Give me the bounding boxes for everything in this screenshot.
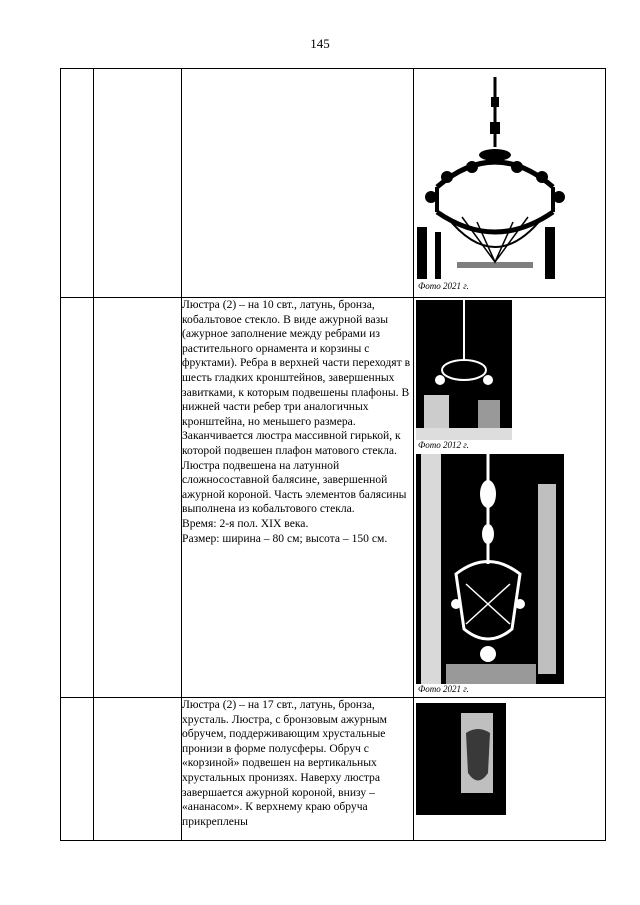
photo-caption: Фото 2012 г. xyxy=(418,440,469,450)
table-row xyxy=(61,298,606,698)
photo-cell xyxy=(414,298,606,698)
index-cell xyxy=(61,298,94,698)
photo-caption: Фото 2021 г. xyxy=(418,281,469,291)
photo-cell xyxy=(414,698,606,841)
chandelier-photo xyxy=(416,703,506,815)
index-cell xyxy=(61,69,94,298)
photo-cell xyxy=(414,69,606,298)
chandelier-photo xyxy=(416,454,564,684)
description-cell xyxy=(182,698,414,841)
table-row xyxy=(61,698,606,841)
chandelier-photo xyxy=(416,300,512,440)
catalog-table xyxy=(60,68,606,841)
name-cell xyxy=(94,69,182,298)
index-cell xyxy=(61,698,94,841)
description-cell xyxy=(182,69,414,298)
name-cell xyxy=(94,698,182,841)
description-text: Люстра (2) – на 17 свт., латунь, бронза, хрусталь. Люстра, с бронзовым ажурным обручем, поддерживающим хрустальные пронизи в форме полусферы. Обруч с «корзиной» подвешен на вертикальных хрустальных пронизях. Наверху люстра завершается ажурной короной, внизу – «ананасом». К верхнему краю обруча прикреплены xyxy=(182,698,387,828)
photo-caption: Фото 2021 г. xyxy=(418,684,469,694)
size-text: Размер: ширина – 80 см; высота – 150 см. xyxy=(182,531,388,545)
name-cell xyxy=(94,298,182,698)
date-text: Время: 2-я пол. XIX века. xyxy=(182,516,309,530)
chandelier-photo xyxy=(417,77,565,279)
description-cell xyxy=(182,298,414,698)
table-row xyxy=(61,69,606,298)
page-number: 145 xyxy=(310,36,330,51)
description-text: Люстра (2) – на 10 свт., латунь, бронза, кобальтовое стекло. В виде ажурной вазы (ажурное заполнение между ребрами из растительного орнамента и корзины с фруктами). Ребра в верхней части переходят в шесть гладких кронштейнов, завершенных завитками, к которым подвешены плафоны. В нижней части ребер три аналогичных кронштейна, но меньшего размера. Заканчивается люстра массивной гирькой, к которой подвешен плафон матового стекла. Люстра подвешена на латунной сложносоставной балясине, завершенной ажурной короной. Часть элементов балясины выполнена из кобальтового стекла. xyxy=(182,298,411,516)
